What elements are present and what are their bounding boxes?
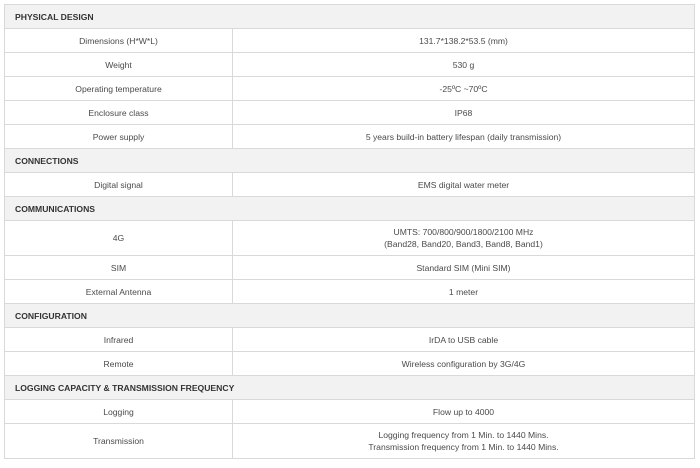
spec-table-body [5,5,695,459]
section-title: LOGGING CAPACITY & TRANSMISSION FREQUENCY [5,376,695,400]
spec-label: SIM [5,256,233,280]
spec-value [233,125,695,149]
spec-value [233,77,695,101]
table-row [5,101,695,125]
table-row [5,53,695,77]
spec-label: Weight [5,53,233,77]
spec-value [233,328,695,352]
section-header-row [5,304,695,328]
spec-label: Operating temperature [5,77,233,101]
table-row [5,400,695,424]
spec-label: Transmission [5,424,233,459]
spec-value [233,53,695,77]
table-row [5,256,695,280]
spec-value-line: Logging frequency from 1 Min. to 1440 Mins. [378,430,549,440]
spec-value-line: Wireless configuration by 3G/4G [401,358,526,369]
spec-value-line: Standard SIM (Mini SIM) [416,262,511,273]
spec-value-line: -25ºC ~70ºC [439,83,488,94]
table-row [5,173,695,197]
spec-value [233,424,695,459]
table-row [5,280,695,304]
section-header-row [5,197,695,221]
spec-label: 4G [5,221,233,256]
table-row [5,424,695,459]
section-title: COMMUNICATIONS [5,197,695,221]
spec-value [233,221,695,256]
section-title: CONFIGURATION [5,304,695,328]
table-row [5,221,695,256]
table-row [5,77,695,101]
table-row [5,125,695,149]
spec-label: Infrared [5,328,233,352]
spec-value [233,29,695,53]
spec-label: Remote [5,352,233,376]
spec-label: Logging [5,400,233,424]
spec-value [233,101,695,125]
table-row [5,29,695,53]
spec-value-line: EMS digital water meter [417,179,510,190]
spec-value [233,256,695,280]
section-header-row [5,376,695,400]
section-title: CONNECTIONS [5,149,695,173]
spec-value [233,173,695,197]
spec-value [233,352,695,376]
spec-label: Power supply [5,125,233,149]
spec-label: Dimensions (H*W*L) [5,29,233,53]
spec-label: Enclosure class [5,101,233,125]
spec-value-line: UMTS: 700/800/900/1800/2100 MHz [393,227,534,237]
spec-value-line: 530 g [452,59,475,70]
spec-value-line: 1 meter [448,286,479,297]
spec-label: External Antenna [5,280,233,304]
spec-value-line: (Band28, Band20, Band3, Band8, Band1) [384,239,543,249]
section-title: PHYSICAL DESIGN [5,5,695,29]
spec-value-line: 5 years build-in battery lifespan (daily transmission) [365,131,562,142]
spec-value [233,400,695,424]
spec-value-line: Flow up to 4000 [432,406,495,417]
spec-value-line: Transmission frequency from 1 Min. to 1440 Mins. [368,442,559,452]
spec-value-line: IP68 [454,107,473,118]
spec-table [4,4,695,459]
spec-label: Digital signal [5,173,233,197]
section-header-row [5,149,695,173]
spec-value-line: 131.7*138.2*53.5 (mm) [419,35,508,46]
section-header-row [5,5,695,29]
table-row [5,328,695,352]
spec-value [233,280,695,304]
table-row [5,352,695,376]
spec-value-line: IrDA to USB cable [428,334,499,345]
